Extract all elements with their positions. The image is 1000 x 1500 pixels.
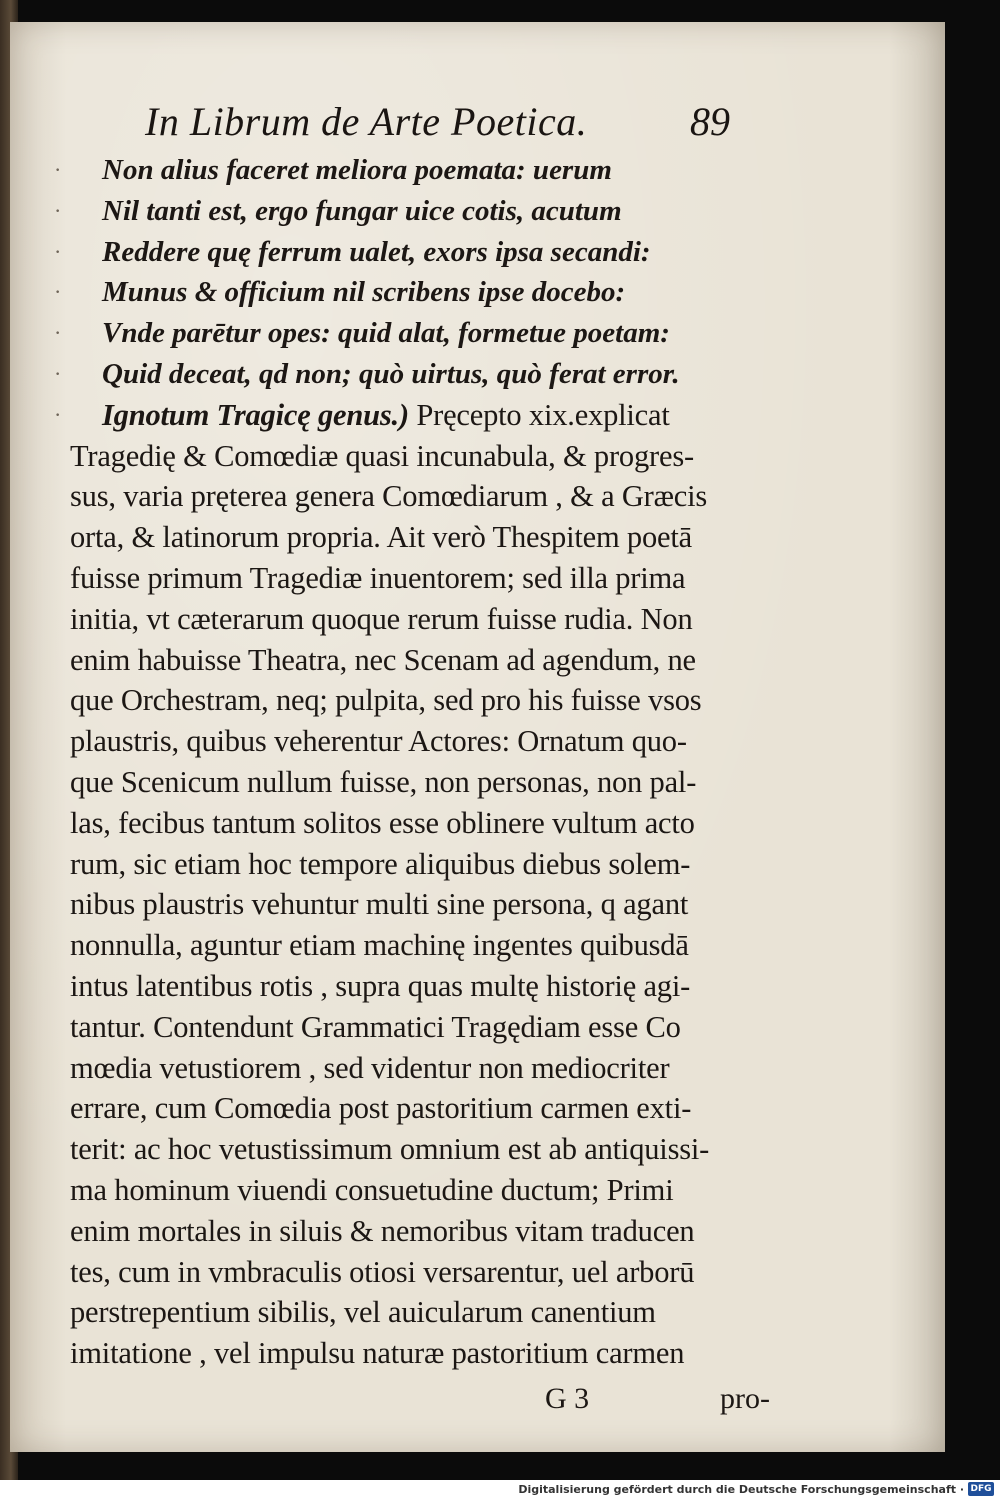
line-marker: · <box>54 197 62 223</box>
line-marker: · <box>54 238 62 264</box>
line-marker: · <box>54 279 62 305</box>
line-marker: · <box>54 360 62 386</box>
verse-line-text: Non alius faceret meliora poemata: uerum <box>102 154 612 186</box>
page-number: 89 <box>690 99 730 144</box>
verse-line-text: Vnde parētur opes: quid alat, formetue poetam: <box>102 317 670 350</box>
prose-line: initia, vt cæterarum quoque rerum fuisse rudia. Non <box>70 601 693 636</box>
signature-mark: G 3 <box>545 1382 590 1415</box>
prose-line: sus, varia pręterea genera Comœdiarum , & a Græcis <box>70 479 708 514</box>
prose-line: terit: ac hoc vetustissimum omnium est ab antiquissi- <box>70 1132 710 1167</box>
prose-line: mœdia vetustiorem , sed videntur non mediocriter <box>70 1050 670 1085</box>
prose-line: Tragedię & Comœdiæ quasi incunabula, & progres- <box>70 438 694 473</box>
dfg-logo-icon: DFG <box>968 1482 994 1496</box>
line-marker: · <box>54 157 62 182</box>
page-body <box>54 150 830 1374</box>
prose-line: tes, cum in vmbraculis otiosi versarentur, uel arborū <box>70 1254 695 1289</box>
verse-line <box>54 313 830 354</box>
line-marker: · <box>54 320 62 346</box>
catchword: pro- <box>720 1382 770 1415</box>
verse-line-text: Nil tanti est, ergo fungar uice cotis, acutum <box>102 194 622 227</box>
lemma-roman: Pręcepto xix.explicat <box>408 397 670 432</box>
prose-line: ma hominum viuendi consuetudine ductum; Primi <box>70 1172 674 1207</box>
digitization-credit: Digitalisierung gefördert durch die Deutsche Forschungsgemeinschaft · <box>518 1483 964 1496</box>
prose-line: enim habuisse Theatra, nec Scenam ad agendum, ne <box>70 642 696 677</box>
verse-line <box>54 272 830 313</box>
prose-line: nibus plaustris vehuntur multi sine persona, q agant <box>70 887 689 922</box>
line-marker: · <box>54 401 62 427</box>
prose-line: que Orchestram, neq; pulpita, sed pro his fuisse vsos <box>70 683 702 718</box>
prose-line: fuisse primum Tragediæ inuentorem; sed illa prima <box>70 560 686 595</box>
prose-line: orta, & latinorum propria. Ait verò Thespitem poetā <box>70 520 692 555</box>
lemma-italic: Ignotum Tragicę genus.) <box>102 397 409 432</box>
verse-line <box>54 191 830 232</box>
verse-line-text: Quid deceat, qd non; quò uirtus, quò ferat error. <box>102 357 680 390</box>
lemma-line <box>54 395 830 436</box>
prose-line: rum, sic etiam hoc tempore aliquibus diebus solem- <box>70 846 691 881</box>
verse-line <box>54 232 830 273</box>
prose-line: imitatione , vel impulsu naturæ pastoritium carmen <box>70 1336 685 1371</box>
verse-line-text: Reddere quę ferrum ualet, exors ipsa secandi: <box>102 235 651 268</box>
prose-line: tantur. Contendunt Grammatici Tragędiam esse Co <box>70 1009 681 1044</box>
prose-line: perstrepentium sibilis, vel auicularum canentium <box>70 1295 656 1330</box>
prose-line: las, fecibus tantum solitos esse oblinere vultum acto <box>70 805 695 840</box>
prose-line: plaustris, quibus veherentur Actores: Ornatum quo- <box>70 724 687 759</box>
prose-line: intus latentibus rotis , supra quas multę historię agi- <box>70 968 691 1003</box>
verse-line <box>54 354 830 395</box>
verse-line <box>54 150 830 191</box>
prose-line: que Scenicum nullum fuisse, non personas, non pal- <box>70 764 697 799</box>
prose-line: errare, cum Comœdia post pastoritium carmen exti- <box>70 1091 692 1126</box>
running-head: In Librum de Arte Poetica. <box>145 99 588 144</box>
prose-line: enim mortales in siluis & nemoribus vitam traducen <box>70 1213 695 1248</box>
verse-line-text: Munus & officium nil scribens ipse docebo: <box>102 276 626 309</box>
prose-line: nonnulla, aguntur etiam machinę ingentes quibusdā <box>70 928 689 963</box>
